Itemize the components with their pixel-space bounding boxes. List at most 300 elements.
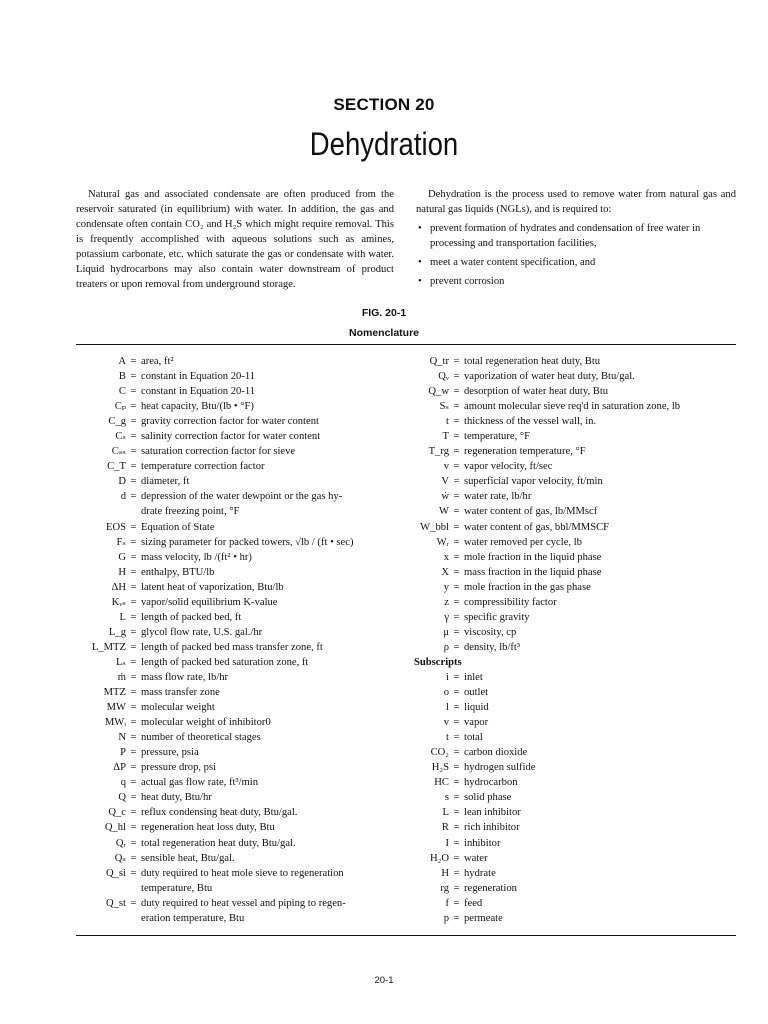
table-row <box>76 399 394 414</box>
list-item: • prevent formation of hydrates and condensation of free water in processing and transportation facilities, <box>416 221 736 251</box>
definition: vapor <box>464 717 489 729</box>
equals-sign: = <box>453 581 460 593</box>
symbol: T_rg <box>428 446 449 458</box>
symbol: γ <box>444 611 449 623</box>
symbol: H₂S <box>431 762 449 774</box>
table-row <box>76 580 394 595</box>
equals-sign: = <box>130 732 137 744</box>
equals-sign: = <box>453 762 460 774</box>
table-row <box>76 881 394 896</box>
table-row <box>404 745 736 760</box>
definition: mole fraction in the gas phase <box>464 581 591 593</box>
equals-sign: = <box>453 867 460 879</box>
table-row <box>76 670 394 685</box>
equals-sign: = <box>130 461 137 473</box>
definition: viscosity, cp <box>464 626 517 638</box>
equals-sign: = <box>453 882 460 894</box>
symbol: L <box>119 611 126 623</box>
symbol: T <box>442 431 449 443</box>
symbol: G <box>118 551 126 563</box>
equals-sign: = <box>453 491 460 503</box>
equals-sign: = <box>130 551 137 563</box>
equals-sign: = <box>453 356 460 367</box>
equals-sign: = <box>453 732 460 744</box>
equals-sign: = <box>130 386 137 398</box>
symbol: EOS <box>105 521 126 533</box>
table-row <box>404 790 736 805</box>
definition: sensible heat, Btu/gal. <box>141 852 235 864</box>
equals-sign: = <box>453 416 460 428</box>
symbol: C <box>118 386 126 398</box>
symbol: Cₛₛ <box>111 446 126 458</box>
figure-number: FIG. 20-1 <box>361 307 407 319</box>
symbol: Cₚ <box>114 401 126 413</box>
table-top-rule <box>76 344 736 345</box>
table-row <box>404 550 736 565</box>
table-row <box>404 805 736 820</box>
definition: sizing parameter for packed towers, √lb / (ft • sec) <box>141 536 354 548</box>
symbol: d <box>120 491 126 503</box>
equals-sign <box>126 881 141 896</box>
symbol: p <box>443 912 449 924</box>
symbol: v <box>443 717 449 729</box>
symbol: Kᵥₛ <box>111 596 126 608</box>
definition: constant in Equation 20-11 <box>141 386 256 398</box>
definition: superficial vapor velocity, ft/min <box>464 476 603 488</box>
symbol: A <box>118 356 126 367</box>
table-row <box>404 715 736 730</box>
table-row <box>404 535 736 550</box>
table-row <box>404 459 736 474</box>
symbol: ρ <box>443 641 449 653</box>
symbol: H₂O <box>430 852 449 864</box>
symbol: L_g <box>108 626 126 638</box>
equals-sign: = <box>130 566 137 578</box>
equals-sign: = <box>453 401 460 413</box>
equals-sign: = <box>130 536 137 548</box>
definition: reflux condensing heat duty, Btu/gal. <box>141 807 298 819</box>
symbol: MWᵢ <box>104 717 126 729</box>
table-row <box>76 504 394 519</box>
dehydration-definition: Dehydration is the process used to remove water from natural gas and natural gas liquids (NGLs), and is required to: <box>416 189 736 215</box>
definition: length of packed bed, ft <box>141 611 242 623</box>
equals-sign: = <box>453 807 460 819</box>
table-row <box>404 580 736 595</box>
symbol: z <box>444 596 449 608</box>
definition: pressure drop, psi <box>141 762 217 774</box>
table-row <box>404 414 736 429</box>
symbol: y <box>443 581 449 593</box>
symbol: o <box>443 687 449 699</box>
equals-sign: = <box>453 371 460 383</box>
equals-sign: = <box>130 521 137 533</box>
table-row <box>76 429 394 444</box>
symbol: Qₛ <box>114 852 126 864</box>
table-row <box>76 911 394 926</box>
equals-sign: = <box>453 431 460 443</box>
equals-sign: = <box>130 371 137 383</box>
definition: eration temperature, Btu <box>141 912 245 924</box>
equals-sign: = <box>453 536 460 548</box>
definition: latent heat of vaporization, Btu/lb <box>141 581 284 593</box>
definition: desorption of water heat duty, Btu <box>464 386 609 398</box>
table-row <box>404 866 736 881</box>
table-row <box>404 399 736 414</box>
definition: carbon dioxide <box>464 747 528 759</box>
definition: density, lb/ft³ <box>464 641 521 653</box>
symbol: W_bbl <box>420 521 449 533</box>
equals-sign: = <box>130 852 137 864</box>
symbol: Q_hl <box>104 822 126 834</box>
table-row <box>76 640 394 655</box>
table-row <box>404 685 736 700</box>
purpose-list <box>416 221 736 289</box>
definition: saturation correction factor for sieve <box>141 446 296 458</box>
table-row <box>76 610 394 625</box>
nomenclature-right-column <box>404 354 736 926</box>
table-bottom-rule <box>76 935 736 936</box>
equals-sign: = <box>130 416 137 428</box>
symbol <box>76 911 126 926</box>
definition: water <box>464 852 488 864</box>
definition: water content of gas, bbl/MMSCF <box>464 521 610 533</box>
table-row <box>76 354 394 369</box>
table-row <box>76 655 394 670</box>
symbol: Q_st <box>105 897 126 909</box>
symbol: x <box>443 551 449 563</box>
equals-sign: = <box>130 626 137 638</box>
definition: amount molecular sieve req'd in saturation zone, lb <box>464 401 681 413</box>
symbol: Q_tr <box>429 356 449 367</box>
symbol: μ <box>443 626 449 638</box>
symbol: ΔH <box>111 581 126 593</box>
equals-sign: = <box>130 897 137 909</box>
table-row <box>76 866 394 881</box>
definition: water rate, lb/hr <box>464 491 532 503</box>
table-row <box>404 881 736 896</box>
symbol: Q <box>118 792 126 804</box>
equals-sign: = <box>130 747 137 759</box>
definition: heat duty, Btu/hr <box>141 792 212 804</box>
table-row <box>76 790 394 805</box>
equals-sign: = <box>130 687 137 699</box>
table-row <box>76 444 394 459</box>
definition: mass fraction in the liquid phase <box>464 566 602 578</box>
definition: regeneration temperature, °F <box>464 446 586 458</box>
definition: thickness of the vessel wall, in. <box>464 416 597 428</box>
equals-sign: = <box>130 611 137 623</box>
definition: outlet <box>464 687 489 699</box>
symbol: Cₛ <box>115 431 126 443</box>
symbol: H <box>441 867 449 879</box>
symbol: HC <box>434 777 449 789</box>
symbol: Q_si <box>105 867 126 879</box>
chapter-title: Dehydration <box>309 126 459 162</box>
nomenclature-left-column <box>76 354 394 926</box>
table-row <box>76 851 394 866</box>
table-row <box>404 836 736 851</box>
equals-sign: = <box>453 611 460 623</box>
table-row <box>404 520 736 535</box>
table-row <box>76 760 394 775</box>
equals-sign: = <box>453 702 460 714</box>
definition: water removed per cycle, lb <box>464 536 582 548</box>
definition: total <box>464 732 483 744</box>
definition: enthalpy, BTU/lb <box>141 566 215 578</box>
definition: mass transfer zone <box>141 687 220 699</box>
table-row <box>76 369 394 384</box>
equals-sign: = <box>130 867 137 879</box>
table-row <box>404 354 736 369</box>
intro-left-column <box>76 187 394 292</box>
symbol: ẇ <box>441 491 449 503</box>
definition: permeate <box>464 912 503 924</box>
equals-sign: = <box>130 792 137 804</box>
symbol: Sₛ <box>439 401 449 413</box>
definition: temperature, °F <box>464 431 531 443</box>
definition: salinity correction factor for water content <box>141 431 321 443</box>
table-row <box>76 474 394 489</box>
definition: mass velocity, lb /(ft² • hr) <box>141 551 252 563</box>
definition: Equation of State <box>141 521 215 533</box>
equals-sign: = <box>130 762 137 774</box>
definition: gravity correction factor for water content <box>141 416 319 428</box>
symbol: Q_w <box>428 386 449 398</box>
equals-sign: = <box>453 446 460 458</box>
equals-sign: = <box>453 717 460 729</box>
symbol: X <box>441 566 449 578</box>
definition: inhibitor <box>464 837 501 849</box>
symbol: Fₛ <box>116 536 126 548</box>
equals-sign: = <box>453 641 460 653</box>
table-row <box>404 730 736 745</box>
equals-sign: = <box>453 792 460 804</box>
table-row <box>76 459 394 474</box>
definition: specific gravity <box>464 611 530 623</box>
symbol: R <box>441 822 449 834</box>
symbol: D <box>118 476 126 488</box>
definition: molecular weight <box>141 702 215 714</box>
intro-right-column <box>416 187 736 293</box>
table-row <box>404 610 736 625</box>
table-row <box>76 775 394 790</box>
table-row <box>76 715 394 730</box>
table-row <box>76 625 394 640</box>
equals-sign: = <box>130 837 137 849</box>
table-row <box>404 911 736 926</box>
table-row <box>76 820 394 835</box>
equals-sign: = <box>453 521 460 533</box>
equals-sign: = <box>130 491 137 503</box>
equals-sign: = <box>130 476 137 488</box>
table-row <box>76 520 394 535</box>
equals-sign: = <box>130 641 137 653</box>
symbol: rg <box>440 882 449 894</box>
equals-sign: = <box>453 747 460 759</box>
list-item: • meet a water content specification, and <box>416 255 736 270</box>
symbol: Qᵣ <box>115 837 126 849</box>
table-row <box>404 565 736 580</box>
definition: heat capacity, Btu/(lb • °F) <box>141 401 254 413</box>
table-row <box>76 595 394 610</box>
symbol: v <box>443 461 449 473</box>
equals-sign: = <box>453 566 460 578</box>
table-row <box>76 535 394 550</box>
definition: total regeneration heat duty, Btu/gal. <box>141 837 296 849</box>
table-row <box>76 836 394 851</box>
definition: vapor velocity, ft/sec <box>464 461 553 473</box>
symbol: CO₂ <box>430 747 449 759</box>
symbol: t <box>446 732 449 744</box>
definition: lean inhibitor <box>464 807 521 819</box>
equals-sign: = <box>453 596 460 608</box>
equals-sign: = <box>453 461 460 473</box>
equals-sign: = <box>130 671 137 683</box>
equals-sign: = <box>453 822 460 834</box>
symbol: Lₛ <box>115 656 126 668</box>
definition: pressure, psia <box>141 747 199 759</box>
table-row <box>404 640 736 655</box>
table-row <box>404 896 736 911</box>
section-heading: SECTION 20 <box>333 95 435 114</box>
equals-sign: = <box>453 626 460 638</box>
definition: inlet <box>464 671 483 683</box>
definition: area, ft² <box>141 356 174 367</box>
equals-sign: = <box>453 777 460 789</box>
symbol: t <box>446 416 449 428</box>
definition: liquid <box>464 702 489 714</box>
definition: feed <box>464 897 483 909</box>
symbol: Q_c <box>108 807 126 819</box>
table-row <box>404 595 736 610</box>
equals-sign <box>126 911 141 926</box>
equals-sign: = <box>453 671 460 683</box>
equals-sign: = <box>130 581 137 593</box>
table-row <box>404 700 736 715</box>
table-row <box>404 444 736 459</box>
definition: depression of the water dewpoint or the gas hy- <box>141 491 343 503</box>
equals-sign: = <box>453 386 460 398</box>
definition: temperature correction factor <box>141 461 265 473</box>
symbol: l <box>446 702 449 714</box>
definition: diameter, ft <box>141 476 190 488</box>
symbol: H <box>118 566 126 578</box>
equals-sign: = <box>453 837 460 849</box>
equals-sign: = <box>130 822 137 834</box>
page-number: 20-1 <box>374 975 394 986</box>
symbol: q <box>120 777 126 789</box>
definition: regeneration heat loss duty, Btu <box>141 822 275 834</box>
definition: length of packed bed saturation zone, ft <box>141 656 309 668</box>
table-row <box>76 685 394 700</box>
equals-sign <box>126 504 141 519</box>
definition: number of theoretical stages <box>141 732 261 744</box>
table-row <box>404 474 736 489</box>
table-row <box>76 414 394 429</box>
definition: drate freezing point, °F <box>141 506 240 518</box>
symbol: Wᵣ <box>436 536 449 548</box>
definition: vapor/solid equilibrium K-value <box>141 596 278 608</box>
symbol: C_g <box>108 416 126 428</box>
table-row <box>76 565 394 580</box>
table-row <box>76 745 394 760</box>
symbol: C_T <box>107 461 126 473</box>
table-row <box>76 550 394 565</box>
equals-sign: = <box>453 912 460 924</box>
definition: rich inhibitor <box>464 822 520 834</box>
table-row <box>404 489 736 504</box>
subscripts-heading: Subscripts <box>414 656 462 668</box>
table-row <box>404 670 736 685</box>
equals-sign: = <box>453 897 460 909</box>
definition: molecular weight of inhibitor0 <box>141 717 271 729</box>
symbol: N <box>118 732 126 744</box>
equals-sign: = <box>130 717 137 729</box>
equals-sign: = <box>453 506 460 518</box>
definition: constant in Equation 20-11 <box>141 371 256 383</box>
definition: water content of gas, lb/MMscf <box>464 506 598 518</box>
equals-sign: = <box>130 702 137 714</box>
table-row <box>76 896 394 911</box>
definition: duty required to heat vessel and piping to regen- <box>141 897 346 909</box>
symbol <box>76 504 126 519</box>
symbol: i <box>446 671 449 683</box>
list-item: • prevent corrosion <box>416 274 736 289</box>
equals-sign: = <box>130 401 137 413</box>
definition: length of packed bed mass transfer zone, ft <box>141 641 323 653</box>
equals-sign: = <box>453 551 460 563</box>
definition: temperature, Btu <box>141 882 213 894</box>
definition: actual gas flow rate, ft³/min <box>141 777 259 789</box>
symbol: L_MTZ <box>91 641 126 653</box>
symbol: MTZ <box>103 687 126 699</box>
symbol: V <box>441 476 449 488</box>
table-row <box>404 775 736 790</box>
equals-sign: = <box>453 687 460 699</box>
table-row <box>404 504 736 519</box>
equals-sign: = <box>130 431 137 443</box>
table-row <box>404 384 736 399</box>
table-row <box>404 820 736 835</box>
table-row <box>76 730 394 745</box>
symbol: P <box>120 747 126 759</box>
equals-sign: = <box>130 596 137 608</box>
symbol: ṁ <box>117 671 126 683</box>
table-row <box>404 760 736 775</box>
equals-sign: = <box>130 356 137 367</box>
definition: glycol flow rate, U.S. gal./hr <box>141 626 263 638</box>
symbol: s <box>444 792 449 804</box>
table-row <box>76 384 394 399</box>
table-row <box>76 489 394 504</box>
symbol <box>76 881 126 896</box>
intro-paragraph: Natural gas and associated condensate are often produced from the reservoir saturated (in equilibrium) with water. In addition, the gas and condensate often contain CO₂ and H₂S which might require removal. This is frequently accomplished with aqueous solutions such as amines, potassium carbonate, etc. which saturate the gas or condensate with water. Liquid hydrocarbons may also contain water downstream of product treaters or upon removal from underground storage. <box>76 189 394 290</box>
symbol: Qᵥ <box>438 371 449 383</box>
equals-sign: = <box>130 807 137 819</box>
table-row <box>404 851 736 866</box>
symbol: I <box>445 837 449 849</box>
symbol: MW <box>106 702 126 714</box>
definition: mass flow rate, lb/hr <box>141 671 229 683</box>
equals-sign: = <box>130 777 137 789</box>
definition: mole fraction in the liquid phase <box>464 551 602 563</box>
table-row <box>404 625 736 640</box>
figure-title: Nomenclature <box>348 327 420 339</box>
definition: hydrocarbon <box>464 777 518 789</box>
table-row <box>404 429 736 444</box>
symbol: ΔP <box>113 762 126 774</box>
symbol: W <box>439 506 449 518</box>
